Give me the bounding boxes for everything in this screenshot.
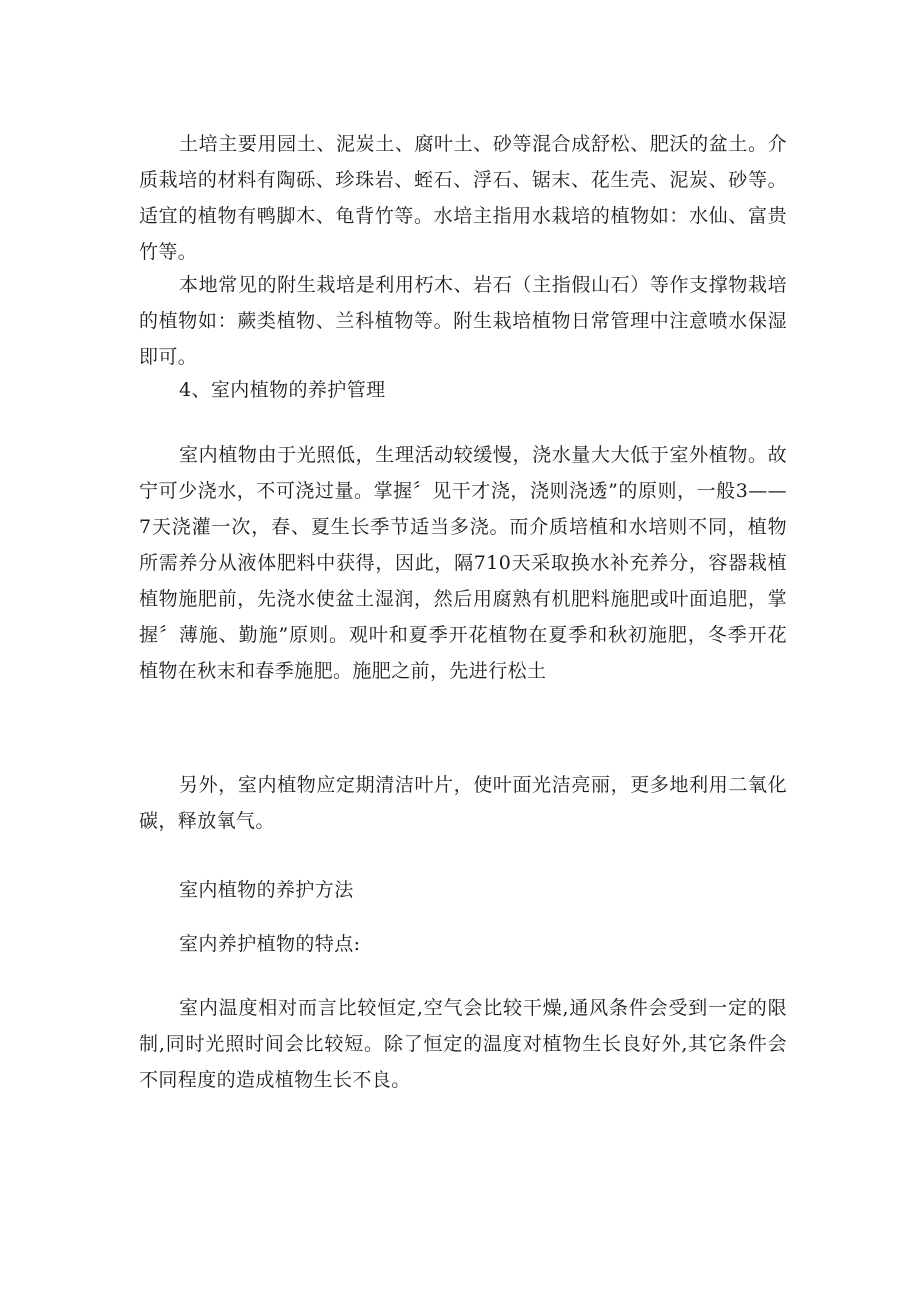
section-heading-maintenance: 4、室内植物的养护管理 (179, 379, 386, 401)
paragraph-leaf-cleaning: 另外，室内植物应定期清洁叶片，使叶面光洁亮丽，更多地利用二氧化碳，释放氧气。 (139, 774, 787, 832)
paragraph-watering-fertilizing: 室内植物由于光照低，生理活动较缓慢，浇水量大大低于室外植物。故宁可少浇水，不可浇过量。掌握〞见干才浇，浇则浇透”的原则，一般3——7天浇灌一次，春、夏生长季节适当多浇。而介质培植和水培则不同，植物所需养分从液体肥料中获得，因此，隔710天采取换水补充养分，容器栽植植物施肥前，先浇水使盆土湿润，然后用腐熟有机肥料施肥或叶面追肥，掌握〞薄施、勤施”原则。观叶和夏季开花植物在夏季和秋初施肥，冬季开花植物在秋末和春季施肥。施肥之前，先进行松土 (139, 444, 787, 682)
paragraph-indoor-conditions: 室内温度相对而言比较恒定,空气会比较干燥,通风条件会受到一定的限制,同时光照时间会比较短。除了恒定的温度对植物生长良好外,其它条件会不同程度的造成植物生长不良。 (139, 997, 787, 1091)
section-heading-care-methods: 室内植物的养护方法 (179, 879, 354, 901)
paragraph-epiphytic-culture: 本地常见的附生栽培是利用朽木、岩石（主指假山石）等作支撑物栽培的植物如：蕨类植物、兰科植物等。附生栽培植物日常管理中注意喷水保湿即可。 (139, 274, 787, 368)
section-heading-characteristics: 室内养护植物的特点: (179, 933, 361, 955)
paragraph-soil-culture: 土培主要用园土、泥炭土、腐叶土、砂等混合成舒松、肥沃的盆土。介质栽培的材料有陶砾、珍珠岩、蛭石、浮石、锯末、花生壳、泥炭、砂等。适宜的植物有鸭脚木、龟背竹等。水培主指用水栽培的植物如：水仙、富贵竹等。 (139, 133, 787, 263)
